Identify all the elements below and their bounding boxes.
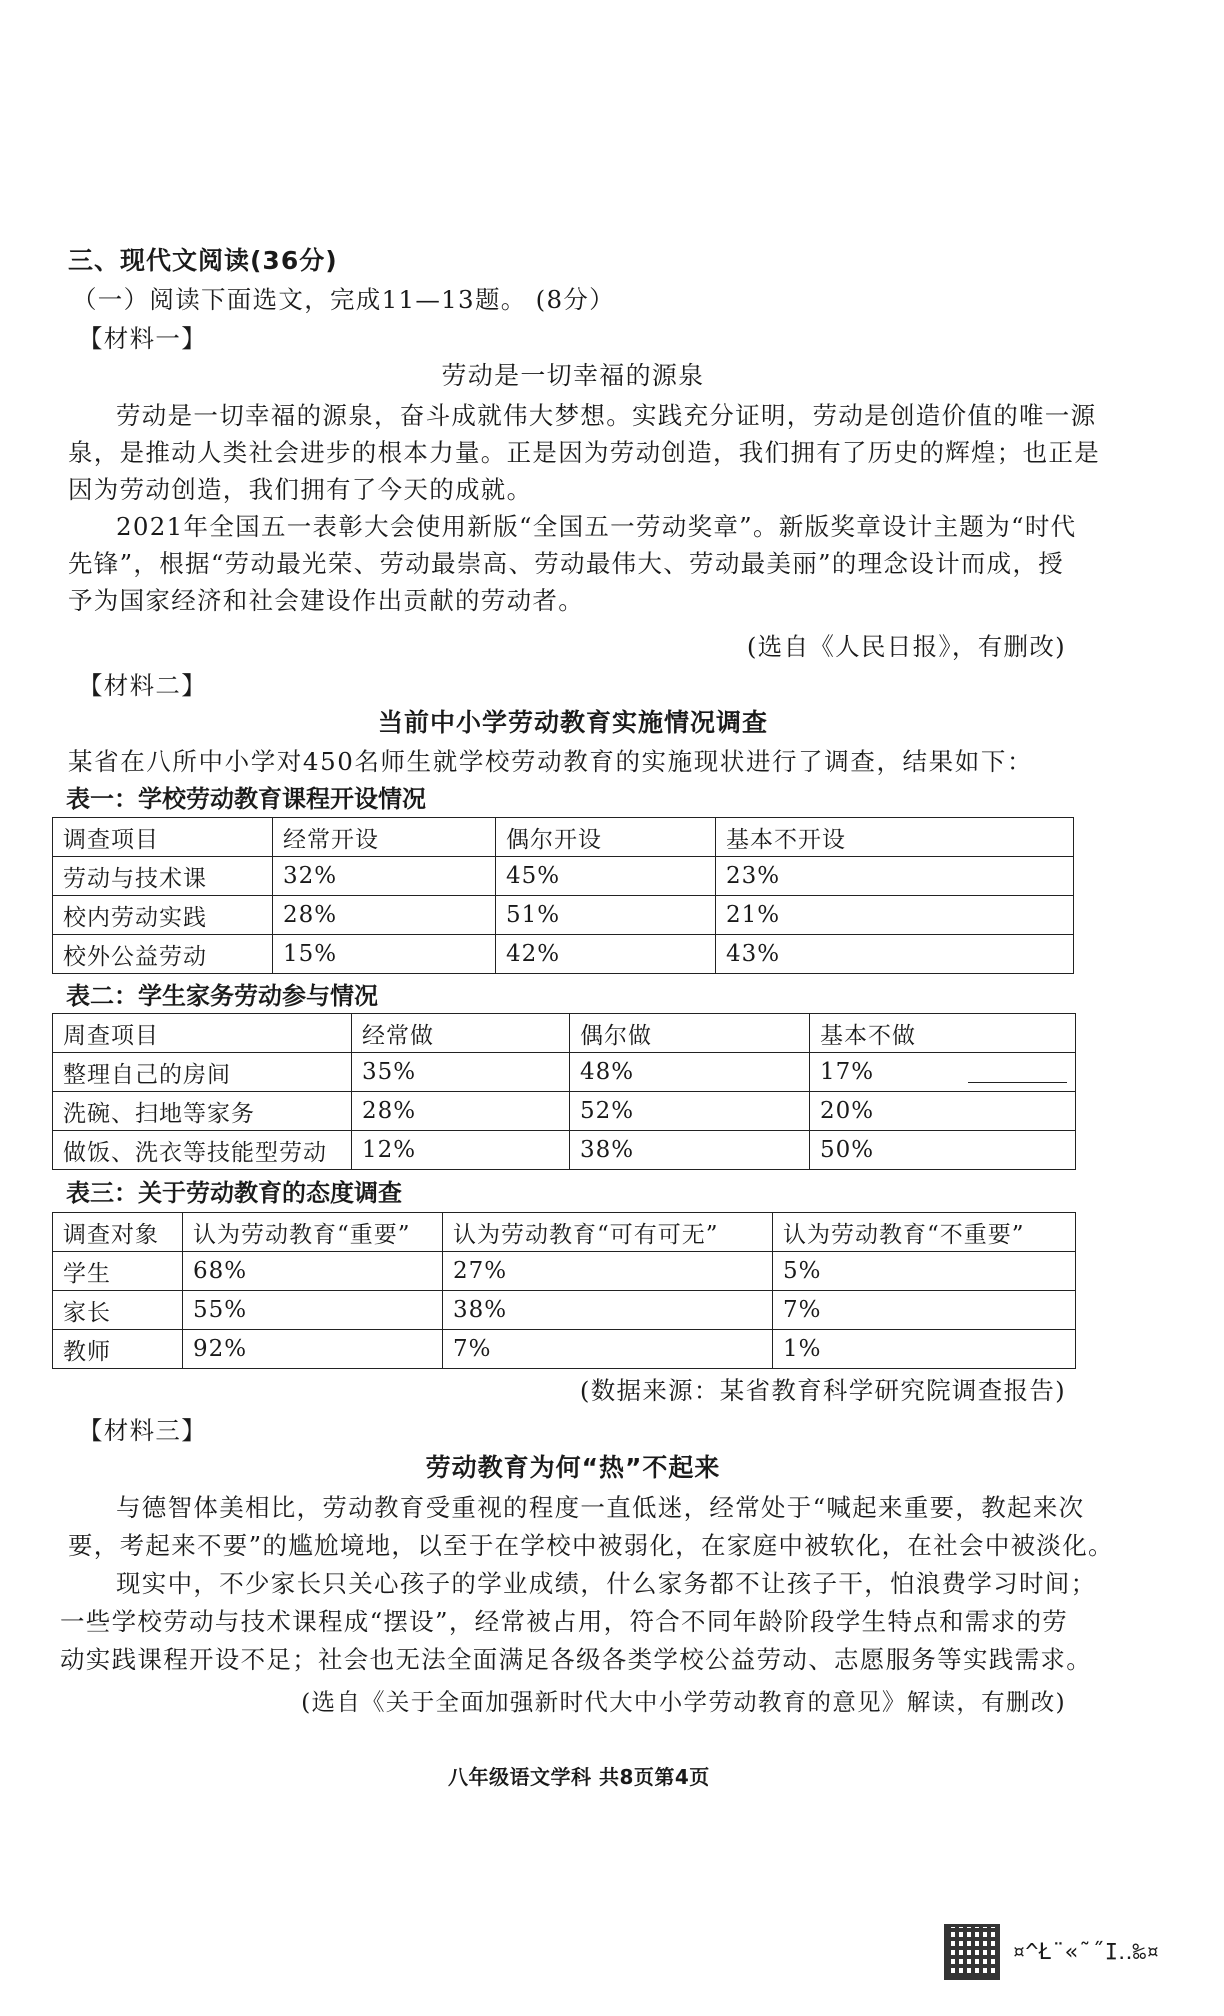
table-header-row (53, 818, 1074, 857)
table-header-cell: 认为劳动教育“可有可无” (443, 1213, 773, 1252)
material3-line: 要，考起来不要”的尴尬境地，以至于在学校中被弱化，在家庭中被软化，在社会中被淡化。 (68, 1531, 1114, 1560)
material3-line: 与德智体美相比，劳动教育受重视的程度一直低迷，经常处于“喊起来重要，教起来次 (116, 1493, 1085, 1522)
material3-label: 【材料三】 (78, 1416, 207, 1445)
material2-intro: 某省在八所中小学对450名师生就学校劳动教育的实施现状进行了调查，结果如下： (68, 747, 1034, 776)
table-header-row (53, 1213, 1076, 1252)
table-cell: 20% (810, 1092, 1076, 1131)
material1-line: 因为劳动创造，我们拥有了今天的成就。 (68, 475, 533, 504)
table-header-cell: 偶尔开设 (496, 818, 716, 857)
table-row (53, 896, 1074, 935)
table-cell: 7% (443, 1330, 773, 1369)
table-cell: 28% (352, 1092, 570, 1131)
material1-line: 先锋”，根据“劳动最光荣、劳动最崇高、劳动最伟大、劳动最美丽”的理念设计而成，授 (68, 549, 1065, 578)
section-title: 三、现代文阅读(36分) (68, 246, 338, 275)
table-cell: 50% (810, 1131, 1076, 1170)
table-cell: 1% (773, 1330, 1076, 1369)
material3-line: 一些学校劳动与技术课程成“摆设”，经常被占用，符合不同年龄阶段学生特点和需求的劳 (60, 1607, 1069, 1636)
table-cell: 做饭、洗衣等技能型劳动 (53, 1131, 352, 1170)
material1-line: 予为国家经济和社会建设作出贡献的劳动者。 (68, 586, 584, 615)
table-header-cell: 周查项目 (53, 1014, 352, 1053)
table-cell: 21% (716, 896, 1074, 935)
material2-source: (数据来源：某省教育科学研究院调查报告) (579, 1376, 1066, 1405)
table-header-cell: 经常做 (352, 1014, 570, 1053)
qr-code-icon (944, 1924, 1000, 1980)
table-header-row (53, 1014, 1076, 1053)
material2-label: 【材料二】 (78, 671, 207, 700)
table-cell: 51% (496, 896, 716, 935)
material1-line: 2021年全国五一表彰大会使用新版“全国五一劳动奖章”。新版奖章设计主题为“时代 (116, 512, 1077, 541)
table-cell: 整理自己的房间 (53, 1053, 352, 1092)
table-cell: 28% (273, 896, 496, 935)
table-cell: 45% (496, 857, 716, 896)
table-cell: 42% (496, 935, 716, 974)
table-cell: 洗碗、扫地等家务 (53, 1092, 352, 1131)
table-cell: 家长 (53, 1291, 183, 1330)
table-cell: 35% (352, 1053, 570, 1092)
page-footer: 八年级语文学科 共8页第4页 (448, 1765, 710, 1789)
table-cell: 23% (716, 857, 1074, 896)
table-cell: 52% (570, 1092, 810, 1131)
table-cell: 校外公益劳动 (53, 935, 273, 974)
underline-mark (968, 1082, 1067, 1083)
table-header-cell: 调查对象 (53, 1213, 183, 1252)
table-cell: 48% (570, 1053, 810, 1092)
section-instruction: （一）阅读下面选文，完成11—13题。 (8分） (72, 285, 615, 314)
table-row (53, 1291, 1076, 1330)
table-cell: 68% (183, 1252, 443, 1291)
table-header-cell: 调查项目 (53, 818, 273, 857)
table-cell: 12% (352, 1131, 570, 1170)
chores-table (52, 1013, 1076, 1170)
table-row (53, 857, 1074, 896)
table-cell: 38% (443, 1291, 773, 1330)
table-header-cell: 基本不做 (810, 1014, 1076, 1053)
material3-line: 现实中，不少家长只关心孩子的学业成绩，什么家务都不让孩子干，怕浪费学习时间； (116, 1569, 1097, 1598)
table-cell: 43% (716, 935, 1074, 974)
table-cell: 5% (773, 1252, 1076, 1291)
table-cell: 15% (273, 935, 496, 974)
table-header-cell: 认为劳动教育“不重要” (773, 1213, 1076, 1252)
table2-caption: 表二：学生家务劳动参与情况 (66, 982, 378, 1010)
table3-caption: 表三：关于劳动教育的态度调查 (66, 1179, 402, 1207)
garbled-footer-text: ¤^Ł¨«˜˝Ι‥‰¤ (1012, 1940, 1160, 1965)
material2-title: 当前中小学劳动教育实施情况调查 (377, 708, 768, 737)
table-header-cell: 偶尔做 (570, 1014, 810, 1053)
material1-title: 劳动是一切幸福的源泉 (441, 361, 705, 390)
material3-title: 劳动教育为何“热”不起来 (425, 1453, 721, 1482)
table-cell: 32% (273, 857, 496, 896)
table-row (53, 1330, 1076, 1369)
material1-line: 劳动是一切幸福的源泉，奋斗成就伟大梦想。实践充分证明，劳动是创造价值的唯一源 (116, 401, 1097, 430)
table1-caption: 表一：学校劳动教育课程开设情况 (66, 785, 426, 813)
material3-source: (选自《关于全面加强新时代大中小学劳动教育的意见》解读，有删改) (301, 1688, 1066, 1716)
material1-label: 【材料一】 (78, 324, 207, 353)
table-cell: 学生 (53, 1252, 183, 1291)
table-row (53, 1053, 1076, 1092)
attitude-table (52, 1212, 1076, 1369)
table-cell: 38% (570, 1131, 810, 1170)
table-cell: 教师 (53, 1330, 183, 1369)
table-header-cell: 基本不开设 (716, 818, 1074, 857)
course-table (52, 817, 1074, 974)
table-row (53, 1252, 1076, 1291)
material1-line: 泉，是推动人类社会进步的根本力量。正是因为劳动创造，我们拥有了历史的辉煌；也正是 (68, 438, 1100, 467)
table-header-cell: 经常开设 (273, 818, 496, 857)
table-row (53, 935, 1074, 974)
table-cell-value: 17% (820, 1059, 875, 1085)
table-row (53, 1131, 1076, 1170)
material1-source: (选自《人民日报》，有删改) (746, 632, 1066, 661)
table-cell: 校内劳动实践 (53, 896, 273, 935)
table-cell: 劳动与技术课 (53, 857, 273, 896)
table-cell (810, 1053, 1076, 1092)
table-cell: 27% (443, 1252, 773, 1291)
table-cell: 7% (773, 1291, 1076, 1330)
table-cell: 55% (183, 1291, 443, 1330)
table-header-cell: 认为劳动教育“重要” (183, 1213, 443, 1252)
table-cell: 92% (183, 1330, 443, 1369)
table-row (53, 1092, 1076, 1131)
material3-line: 动实践课程开设不足；社会也无法全面满足各级各类学校公益劳动、志愿服务等实践需求。 (60, 1645, 1092, 1674)
